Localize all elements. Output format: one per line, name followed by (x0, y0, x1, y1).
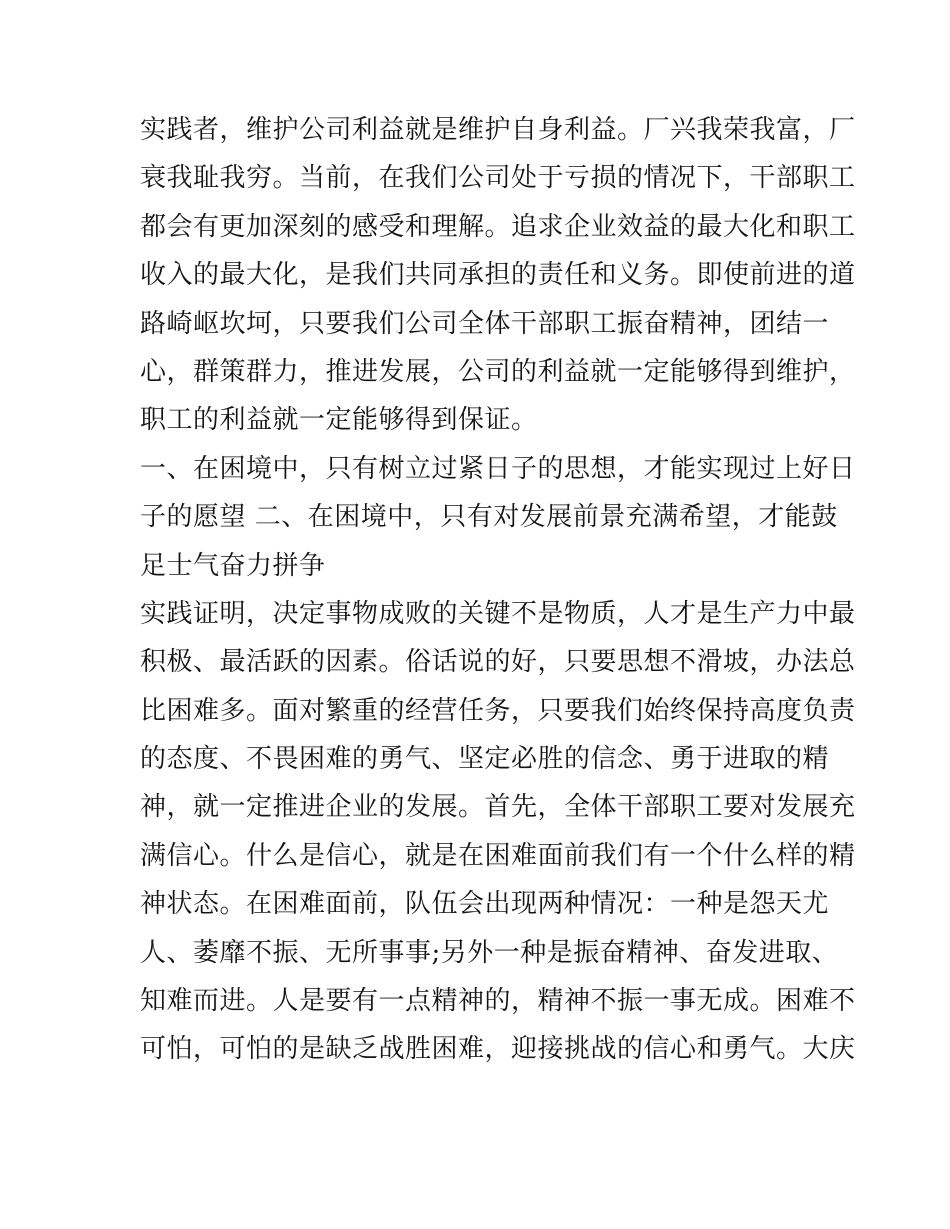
text-line: 都会有更加深刻的感受和理解。追求企业效益的最大化和职工 (140, 211, 856, 242)
text-line: 路崎岖坎坷，只要我们公司全体干部职工振奋精神，团结一 (140, 308, 830, 339)
text-line: 神，就一定推进企业的发展。首先，全体干部职工要对发展充 (140, 792, 856, 823)
text-line: 实践证明，决定事物成败的关键不是物质，人才是生产力中最 (140, 598, 856, 629)
text-line: 心，群策群力，推进发展，公司的利益就一定能够得到维护， (140, 356, 856, 387)
text-line: 衰我耻我穷。当前，在我们公司处于亏损的情况下，干部职工 (140, 163, 856, 194)
heading-line: 足士气奋力拼争 (140, 550, 326, 581)
text-line: 知难而进。人是要有一点精神的，精神不振一事无成。困难不 (140, 986, 856, 1017)
heading-line: 子的愿望 二、在困境中，只有对发展前景充满希望，才能鼓 (140, 502, 838, 533)
text-line: 可怕，可怕的是缺乏战胜困难，迎接挑战的信心和勇气。大庆 (140, 1034, 856, 1065)
text-line: 比困难多。面对繁重的经营任务，只要我们始终保持高度负责 (140, 695, 856, 726)
text-line: 收入的最大化，是我们共同承担的责任和义务。即使前进的道 (140, 260, 856, 291)
text-line: 积极、最活跃的因素。俗话说的好，只要思想不滑坡，办法总 (140, 647, 856, 678)
heading-line: 一、在困境中，只有树立过紧日子的思想，才能实现过上好日 (140, 453, 856, 484)
text-line: 的态度、不畏困难的勇气、坚定必胜的信念、勇于进取的精 (140, 744, 830, 775)
text-line: 人、萎靡不振、无所事事;另外一种是振奋精神、奋发进取、 (140, 937, 839, 968)
text-line: 职工的利益就一定能够得到保证。 (140, 405, 538, 436)
text-line: 神状态。在困难面前，队伍会出现两种情况：一种是怨天尤 (140, 889, 830, 920)
text-line: 实践者，维护公司利益就是维护自身利益。厂兴我荣我富，厂 (140, 115, 856, 145)
body-text (140, 106, 856, 1074)
text-line: 满信心。什么是信心，就是在困难面前我们有一个什么样的精 (140, 840, 856, 871)
